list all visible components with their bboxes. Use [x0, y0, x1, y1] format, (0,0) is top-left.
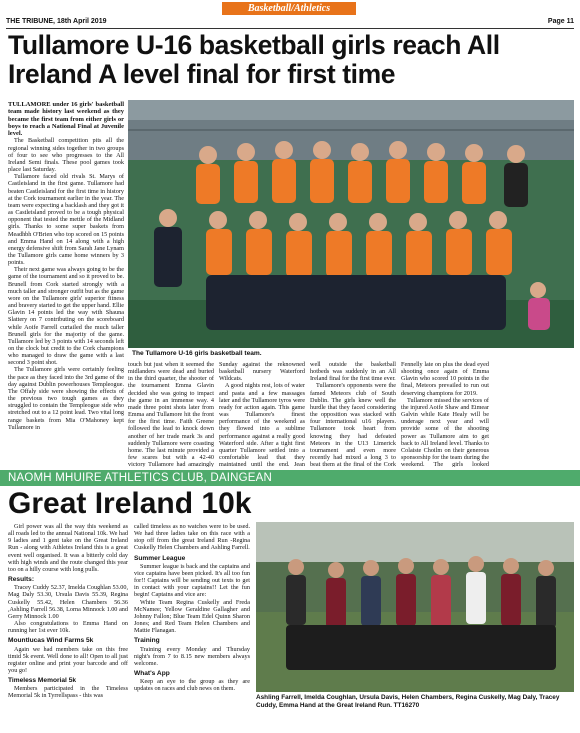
article1-paragraph: well outside the basketball hotbeds was suddenly in an All Ireland final for the first time ever.: [310, 361, 396, 383]
article2-paragraph: Summer league is back and the captains and vice captains have been picked. It's all too fun for!! Captains will be sending out texts to get in contact with your captains!! Let the fun begin! Captains and vice are:: [134, 562, 250, 599]
article1-paragraph: touch but just when it seemed the midlanders were dead and buried in the third quarter, the shooter of the tournament Emma Glavin decided she was going to impact the game in an immense way. 4 made three point shots later from Emma and Tullamore hit the front for the first time. Faith Greene followed the lead to knock down another of her trade mark 3s and suddenly Tullamore were coasting home. The last minute provided a few scares but with a 42-40 victory Tullamore had amazingly: [128, 361, 214, 467]
article1-paragraph: Fennelly late on plus the dead eyed shooting once again of Emma Glavin who scored 10 points in the final, Meteors prevailed to run out deserving champions for 2019.: [401, 361, 489, 397]
article1-column-1: [8, 101, 124, 467]
masthead: [6, 16, 574, 27]
article1-paragraph: A good nights rest, lots of water and pasta and a few massages later and the Tullamore tyros were ready for action again. This game was Tullamore's finest performance of the weekend as they flowed into a sublime performance against a really good Waterford side. After a tight first quarter Tullamore settled into a comfortable lead that they maintained until the end. Jean: [219, 382, 305, 467]
subheading-windfarm: Mountlucas Wind Farms 5k: [8, 637, 94, 645]
article2-headline: Great Ireland 10k: [8, 487, 252, 520]
subheading-timeless: Timeless Memorial 5k: [8, 677, 77, 685]
page-number: Page 11: [547, 18, 574, 25]
article1-paragraph: Sunday against the reknowned basketball nursery Waterford Wildcats.: [219, 361, 305, 383]
team-photo-caption: The Tullamore U-16 girls basketball team.: [132, 350, 262, 357]
basketball-team-photo: [128, 100, 574, 348]
article2-paragraph: Also congratulations to Emma Hand on running her 1st ever 10k.: [8, 620, 128, 635]
subheading-training: Training: [134, 637, 160, 645]
article2-paragraph: Keep an eye to the group as they are updates on races and club news on them.: [134, 678, 250, 693]
article2-paragraph: Training every Monday and Thursday night's from 7 to 8.15 new members always welcome.: [134, 645, 250, 667]
article1-column-5: [401, 361, 489, 467]
runners-photo-caption: Ashling Farrell, Imelda Coughlan, Ursula Davis, Helen Chambers, Regina Cuskelly, Mag Daly, Tracey Cuddy, Emma Hand at the Great Ireland Run. TT16270: [256, 694, 560, 709]
article1-column-2: [128, 361, 214, 467]
article1-column-4: [310, 361, 396, 467]
club-band: NAOMH MHUIRE ATHLETICS CLUB, DAINGEAN: [0, 470, 580, 486]
results-heading: Results:: [8, 576, 35, 584]
results-list: Tracey Cuddy 52.37, Imelda Coughlan 53.00, Mag Daly 53.30, Ursula Davis 55.39, Regina Cuskelly 55.42, Helen Chambers 56.36 ,Ashling Farrell 56.38, Lorna Minnock 1.00 and Gerry Minnock 1.00: [8, 584, 128, 620]
paper-dateline: THE TRIBUNE, 18th April 2019: [6, 18, 107, 25]
article2-column-1: [8, 523, 128, 731]
runners-photo: [256, 522, 574, 692]
article1-paragraph: Tullamore missed the services of the injured Aoife Shaw and Eimear Galvin while Kate Healy will be underage next year and will provide some of the shooting power as Tullamore aim to get back to All Ireland level. Thanks to Colaiste Choilm on their generous sponsorship for the team during the weekend. The girls looked: [401, 396, 489, 467]
article1-lead: TULLAMORE under 16 girls' basketball team made history last weekend as they became the first team from either girls or boys to reach a National Final at Juvenile level.: [8, 101, 124, 138]
article2-column-2: [134, 523, 250, 731]
article1-paragraph: Their next game was always going to be the game of the tournament and so it proved to be. Brunell from Cork started strongly with a much taller and stronger outfit but as the game wore on the Tullamore girls' superior fitness and bravery started to get the upper hand. Ellie Glavin 14 points led the way with Shauna Slattery on 7 contributing on the scoreboard while Aoife Farrell curtailed the much taller Brunell girls for the majority of the game. Tullamore led by 3 points with 14 seconds left on the clock but credit to the Cork champions who managed to draw the game with a last second 3 point shot.: [8, 266, 124, 367]
article1-paragraph: The Basketball competition pits all the regional winning sides together in two groups of four to see who progresses to the All Ireland Semi finals. These pool games took place last Saturday.: [8, 137, 124, 174]
article2-paragraph: Members participated in the Timeless Memorial 5k in Tyrrellspass - this was: [8, 685, 128, 700]
article1-paragraph: Tullamore faced old rivals St. Marys of Castleisland in the first game. Tullamore had beaten Castleisland for the first time in history at the Cork tournament earlier in the year. The team were expecting a backlash and they got it as Castleisland proved to be a tough physical opponent that tested the mettle of the Midland girls. Thanks to some super baskets from Meadhbh O'Brien who top scored on 15 points and Emma Hand on 14 along with a high energy defensive shift from Sarah Jane Lynam the Tullamore girls came home winners by 3 points.: [8, 173, 124, 267]
team-photo-illustration: [128, 100, 574, 348]
runners-photo-illustration: [256, 522, 574, 692]
article1-column-3: [219, 361, 305, 467]
article2-paragraph: called timeless as no watches were to be used. We had three ladies take on this race with a stop off from the great Ireland Run -Regina Cuskelly Helen Chambers and Ashling Farrell.: [134, 523, 250, 552]
article2-paragraph: White Team Regina Cuskelly and Freda McNamee; Yellow Geraldine Gallagher and Johnny Fallon; Blue Team Edel Quinn Sharon Jones; and Red Team Helen Chambers and Mattie Flanagan.: [134, 598, 250, 635]
masthead-rule: [6, 28, 574, 29]
article2-paragraph: Girl power was all the way this weekend as all roads led to the annual National 10k. We had 9 ladies and 1 gent take on the Great Ireland Run - along with Athletes Ireland this is a great event well organised. It was a bitterly cold day with high winds and the route changed this year too on a hilly course with long pulls.: [8, 523, 128, 573]
subheading-summer-league: Summer League: [134, 554, 186, 562]
article-headline: Tullamore U-16 basketball girls reach All Ireland A level final for first time: [8, 30, 500, 89]
article2-paragraph: Again we had members take on this free timid 5k event. Well done to all! Open to all just register online and print your barcode and off you go!: [8, 645, 128, 674]
section-label: Basketball/Athletics: [222, 2, 356, 15]
article1-paragraph: Tullamore's opponents were the famed Meteors club of South Dublin. The girls knew well the hurdle that they faced considering the opposition was stacked with four international u16 players. Tullamore took heart from knowing they had defeated Meteors in the U13 Limerick tournament and even more recently had mixed a long 3 to beat them at the final of the Cork: [310, 382, 396, 467]
subheading-whatsapp: What's App: [134, 669, 170, 677]
article1-paragraph: The Tullamore girls were certainly feeling the pace as they faced into the 3rd game of the day against Dublin powerhouses Templeogue. The Offaly side were showing the effects of the previous two tough games as they struggled to contain the Templeogue side who stretched out to a 12 point lead. Two vital long range baskets from Mia O'Mahoney kept Tullamore in: [8, 366, 124, 431]
